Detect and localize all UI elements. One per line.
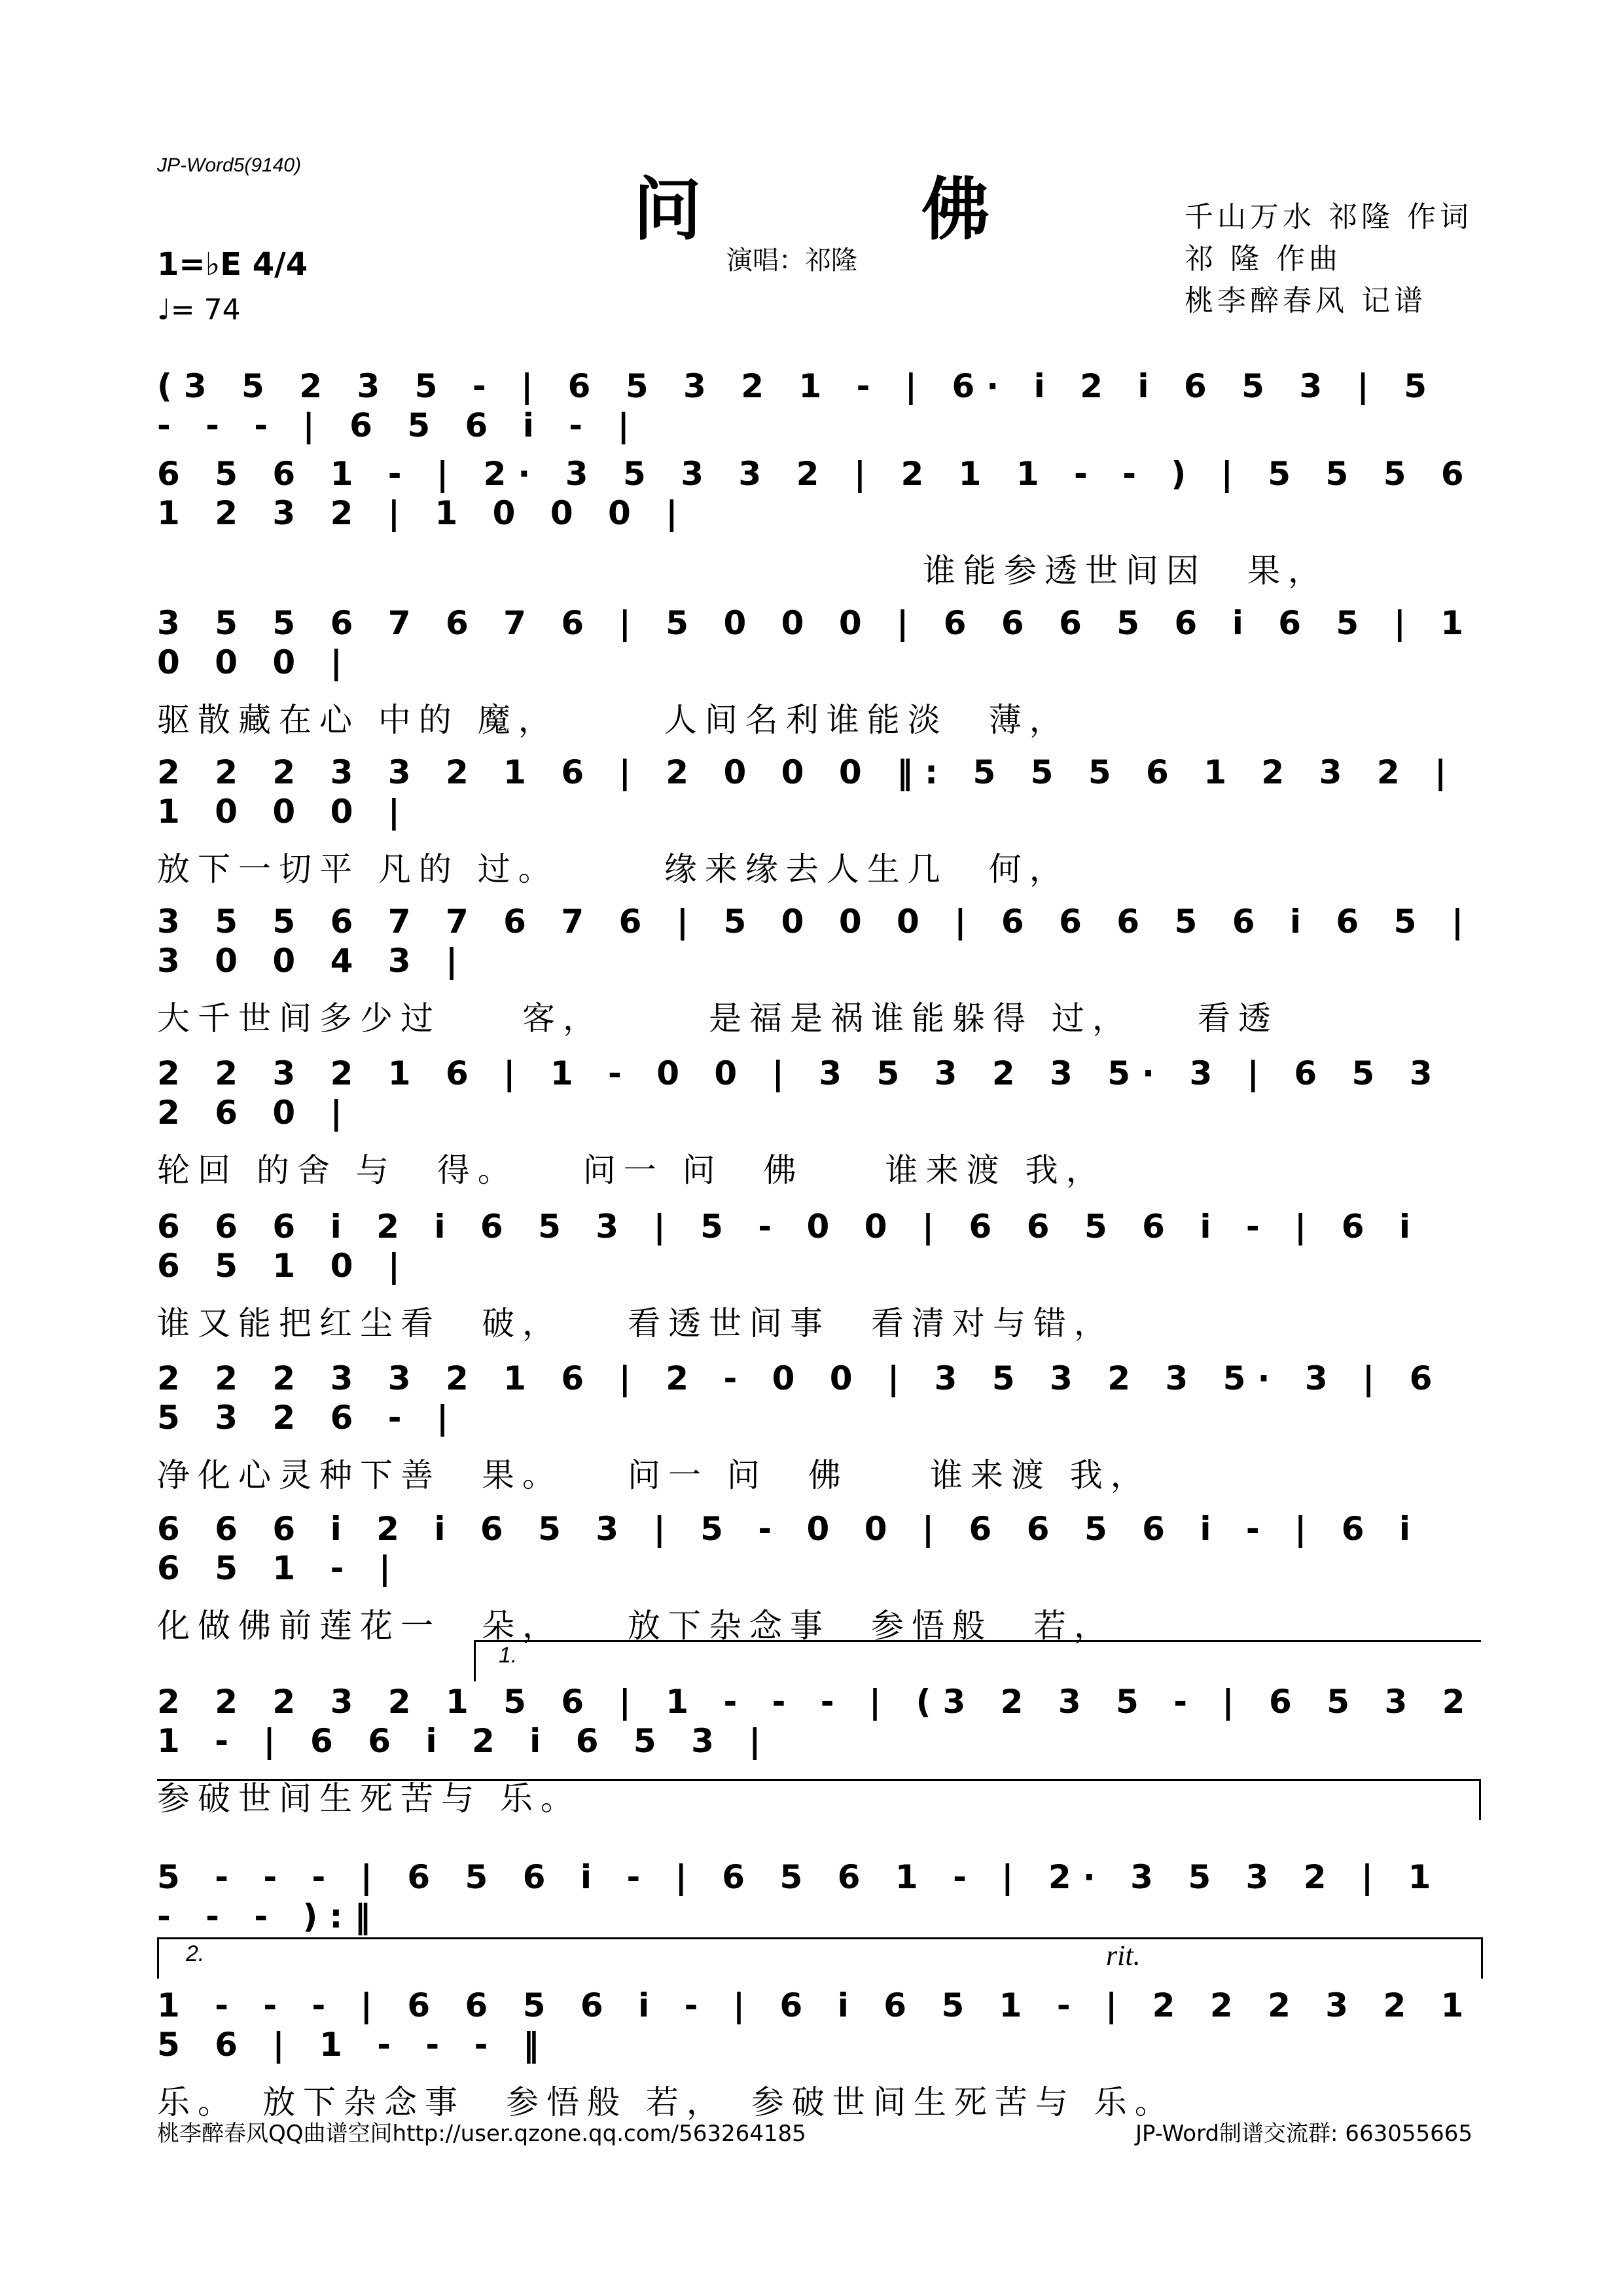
- lyrics-line: 化做佛前莲花一 朵， 放下杂念事 参悟般 若，: [157, 1607, 1115, 1645]
- notes-line: 5 - - - | 6 5 6 i - | 6 5 6 1 - | 2· 3 5 3 2 | 1 - - - ):‖: [157, 1858, 1443, 1935]
- second-ending-bracket: [157, 1937, 1483, 1979]
- lyrics-line: 参破世间生死苦与 乐。: [157, 1780, 581, 1818]
- lyrics-line: 轮回 的舍 与 得。 问一 问 佛 谁来渡 我，: [157, 1151, 1107, 1189]
- notes-line: 6 6 6 i 2 i 6 5 3 | 5 - 0 0 | 6 6 5 6 i - | 6 i 6 5 1 - |: [157, 1510, 1423, 1587]
- score-system-11: [157, 1857, 1479, 1936]
- rit-marking: rit.: [1106, 1939, 1141, 1971]
- first-ending-bracket: [474, 1640, 1481, 1681]
- software-label: JP-Word5(9140): [157, 154, 302, 176]
- lyrics-line: 谁又能把红尘看 破， 看透世间事 看清对与错，: [157, 1304, 1115, 1342]
- key-signature: 1=♭E 4/4: [157, 246, 308, 283]
- score-system-6: [157, 1054, 1479, 1190]
- notes-line: 2 2 2 3 2 1 5 6 | 1 - - - | (3 2 3 5 - | 6 5 3 2 1 - | 6 6 i 2 i 6 5 3 |: [157, 1683, 1477, 1760]
- first-ending-bracket-continued: [157, 1779, 1481, 1820]
- lyrics-line: 净化心灵种下善 果。 问一 问 佛 谁来渡 我，: [157, 1456, 1151, 1494]
- score-system-4: [157, 753, 1479, 889]
- first-ending-label: 1.: [499, 1643, 518, 1668]
- notes-line: 1 - - - | 6 6 5 6 i - | 6 i 6 5 1 - | 2 2 2 3 2 1 5 6 | 1 - - - ‖: [157, 1986, 1476, 2064]
- transcriber-credit: 桃李醉春风 记谱: [1185, 284, 1427, 317]
- second-ending-label: 2.: [186, 1941, 205, 1966]
- lyrics-line: 谁能参透世间因 果，: [923, 552, 1329, 590]
- score-system-8: [157, 1359, 1479, 1495]
- credits-block: [1185, 196, 1472, 322]
- score-system-7: [157, 1207, 1479, 1343]
- notes-line: (3 5 2 3 5 - | 6 5 3 2 1 - | 6· i 2 i 6 5 3 | 5 - - - | 6 5 6 i - |: [157, 367, 1439, 444]
- footer-website: 桃李醉春风QQ曲谱空间http://user.qzone.qq.com/563264185: [157, 2121, 806, 2147]
- lyricist-credit: 千山万水 祁隆 作词: [1185, 200, 1472, 234]
- lyrics-line: 乐。 放下杂念事 参悟般 若， 参破世间生死苦与 乐。: [157, 2083, 1175, 2121]
- notes-line: 2 2 2 3 3 2 1 6 | 2 - 0 0 | 3 5 3 2 3 5· 3 | 6 5 3 2 6 - |: [157, 1359, 1444, 1437]
- score-system-12: [157, 1986, 1479, 2122]
- notes-line: 6 5 6 1 - | 2· 3 5 3 3 2 | 2 1 1 - - ) | 5 5 5 6 1 2 3 2 | 1 0 0 0 |: [157, 455, 1476, 532]
- tempo-marking: ♩= 74: [157, 293, 241, 327]
- notes-line: 2 2 3 2 1 6 | 1 - 0 0 | 3 5 3 2 3 5· 3 | 6 5 3 2 6 0 |: [157, 1054, 1444, 1132]
- page-title: 问 佛: [633, 170, 1088, 249]
- notes-line: 3 5 5 6 7 6 7 6 | 5 0 0 0 | 6 6 6 5 6 i 6 5 | 1 0 0 0 |: [157, 604, 1476, 681]
- score-system-5: [157, 902, 1479, 1038]
- score-system-3: [157, 603, 1479, 740]
- lyrics-line: 放下一切平 凡的 过。 缘来缘去人生几 何，: [157, 850, 1070, 888]
- score-system-1: [157, 367, 1479, 463]
- footer-group: JP-Word制谱交流群: 663055665: [1135, 2121, 1472, 2147]
- score-system-9: [157, 1509, 1479, 1645]
- score-system-2: [157, 454, 1479, 590]
- notes-line: 3 5 5 6 7 7 6 7 6 | 5 0 0 0 | 6 6 6 5 6 i 6 5 | 3 0 0 4 3 |: [157, 903, 1476, 980]
- lyrics-line: 大千世间多少过 客， 是福是祸谁能躲得 过， 看透: [157, 999, 1279, 1037]
- composer-credit: 祁 隆 作曲: [1185, 242, 1342, 276]
- notes-line: 6 6 6 i 2 i 6 5 3 | 5 - 0 0 | 6 6 5 6 i - | 6 i 6 5 1 0 |: [157, 1208, 1423, 1285]
- notes-line: 2 2 2 3 3 2 1 6 | 2 0 0 0 ‖: 5 5 5 6 1 2 3 2 | 1 0 0 0 |: [157, 753, 1459, 831]
- singer-credit: 演唱：祁隆: [726, 245, 857, 276]
- lyrics-line: 驱散藏在心 中的 魔， 人间名利谁能淡 薄，: [157, 701, 1070, 739]
